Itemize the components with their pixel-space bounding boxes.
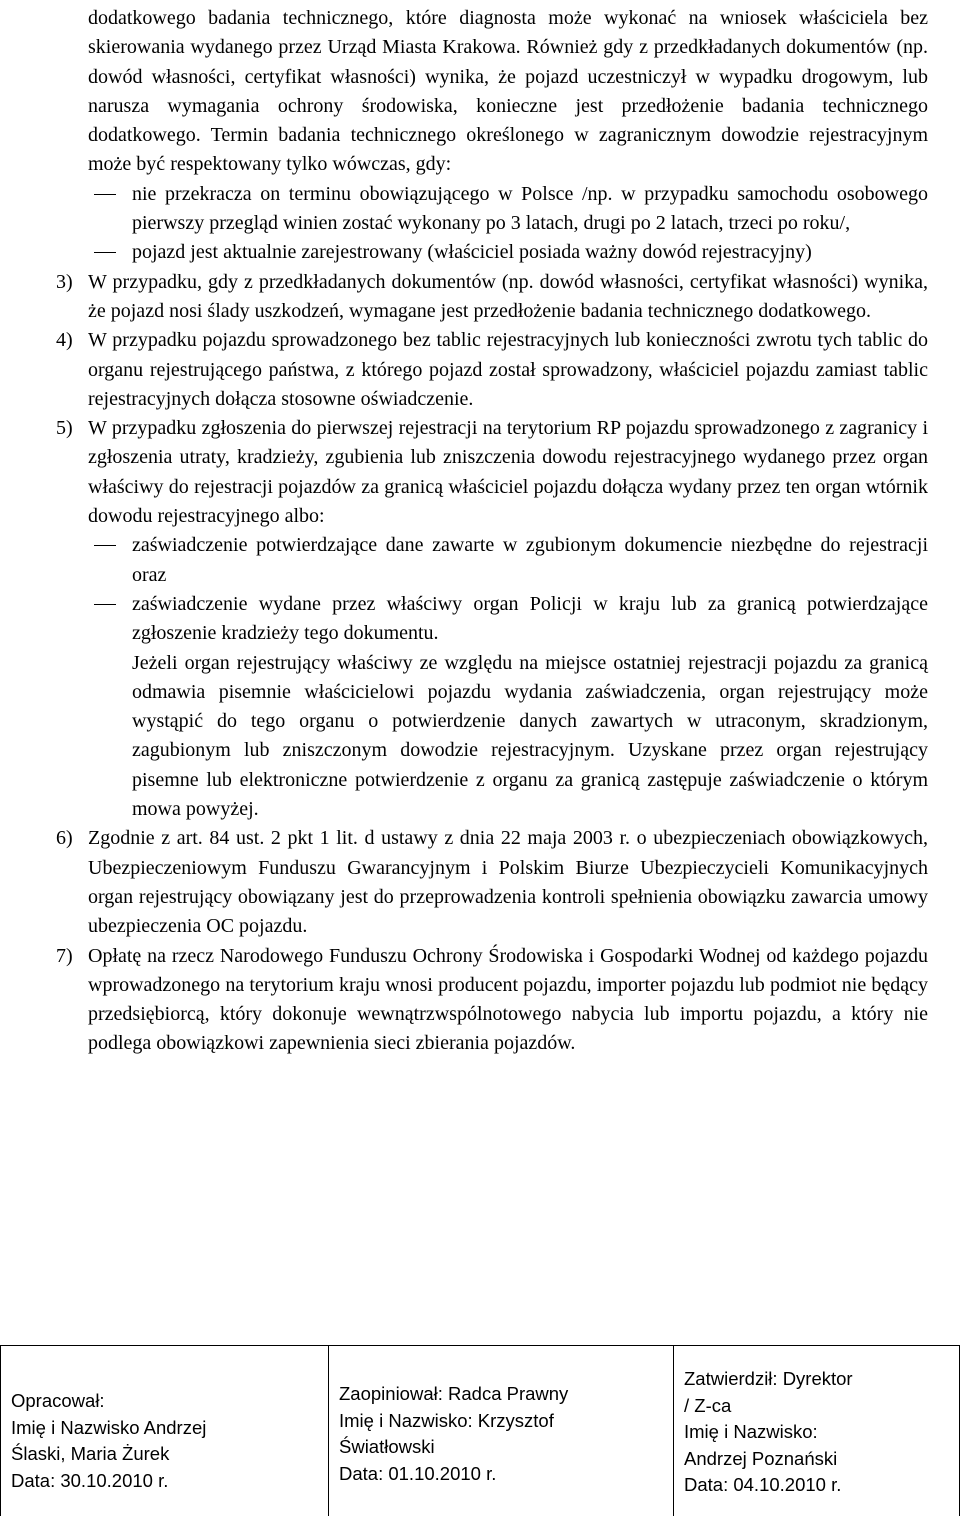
dash-bullet	[94, 545, 116, 546]
item-number: 4)	[56, 329, 73, 352]
reviewed-by-name-cont: Światłowski	[339, 1436, 435, 1457]
approved-by-label: Zatwierdził: Dyrektor	[684, 1368, 853, 1389]
prepared-by-cell	[1, 1346, 329, 1516]
item-number: 5)	[56, 417, 73, 440]
list-item-text: pojazd jest aktualnie zarejestrowany (właściciel posiada ważny dowód rejestracyjny)	[132, 241, 812, 264]
item-text: W przypadku, gdy z przedkładanych dokumentów (np. dowód własności, certyfikat własności) wynika, że pojazd nosi ślady uszkodzeń, wymagane jest przedłożenie badania technicznego dodatkowego.	[88, 270, 928, 322]
list-item	[88, 590, 928, 649]
numbered-item-3	[56, 268, 928, 327]
prepared-by-name-cont: Ślaski, Maria Żurek	[11, 1443, 170, 1464]
numbered-item-5	[56, 414, 928, 531]
approved-by-role: / Z-ca	[684, 1394, 732, 1416]
list-item	[88, 238, 928, 267]
item-text: Opłatę na rzecz Narodowego Funduszu Ochrony Środowiska i Gospodarki Wodnej od każdego pojazdu wprowadzonego na terytorium kraju wnosi producent pojazdu, importer pojazdu lub podmiot nie będący przedsiębiorcą, który dokonuje wewnątrzwspólnotowego nabycia lub importu pojazdu, a który nie podlega obowiązkowi zapewnienia sieci zbierania pojazdów.	[88, 944, 928, 1055]
numbered-item-6	[56, 824, 928, 941]
item-text: W przypadku zgłoszenia do pierwszej rejestracji na terytorium RP pojazdu sprowadzonego z zagranicy i zgłoszenia utraty, kradzieży, zgubienia lub zniszczenia dowodu rejestracyjnego wydanego przez organ właściwy do rejestracji pojazdów za granicą właściciel pojazdu dołącza wydany przez ten organ wtórnik dowodu rejestracyjnego albo:	[88, 417, 928, 528]
prepared-by-name: Imię i Nazwisko Andrzej	[11, 1416, 207, 1438]
reviewed-by-date: Data: 01.10.2010 r.	[339, 1462, 497, 1484]
numbered-item-4	[56, 326, 928, 414]
signature-table	[0, 1345, 960, 1516]
list-item	[88, 531, 928, 590]
item-5-paragraph: Jeżeli organ rejestrujący właściwy ze względu na miejsce ostatniej rejestracji pojazdu za granicą odmawia pisemnie właścicielowi pojazdu wydania zaświadczenia, organ rejestrujący może wystąpić do tego organu o potwierdzenie danych zawartych w utraconym, skradzionym, zagubionym lub zniszczonym dowodzie rejestracyjnym. Uzyskane przez organ rejestrujący pisemne lub elektroniczne potwierdzenie z organu za granicą zastępuje zaświadczenie o którym mowa powyżej.	[132, 651, 928, 821]
list-item-text: nie przekracza on terminu obowiązującego w Polsce /np. w przypadku samochodu osobowego pierwszy przegląd winien zostać wykonany po 3 latach, drugi po 2 latach, trzeci po roku/,	[132, 182, 928, 235]
approved-by-cell	[674, 1346, 959, 1516]
item-number: 6)	[56, 827, 73, 850]
item-text: Zgodnie z art. 84 ust. 2 pkt 1 lit. d ustawy z dnia 22 maja 2003 r. o ubezpieczeniach obowiązkowych, Ubezpieczeniowym Funduszu Gwarancyjnym i Polskim Biurze Ubezpieczycieli Komunikacyjnych organ rejestrujący obowiązany jest do przeprowadzenia kontroli spełnienia obowiązku zawarcia umowy ubezpieczenia OC pojazdu.	[88, 827, 928, 938]
reviewed-by-name: Imię i Nazwisko: Krzysztof	[339, 1409, 554, 1431]
dash-bullet	[94, 604, 116, 605]
list-item	[88, 180, 928, 239]
item-number: 7)	[56, 944, 73, 967]
approved-by-name: Andrzej Poznański	[684, 1447, 838, 1469]
reviewed-by-label: Zaopiniował: Radca Prawny	[339, 1383, 569, 1404]
approved-by-name-label: Imię i Nazwisko:	[684, 1421, 818, 1442]
dash-bullet	[94, 252, 116, 253]
list-item-text: zaświadczenie wydane przez właściwy organ Policji w kraju lub za granicą potwierdzające zgłoszenie kradzieży tego dokumentu.	[132, 592, 928, 645]
intro-paragraph: dodatkowego badania technicznego, które diagnosta może wykonać na wniosek właściciela bez skierowania wydanego przez Urząd Miasta Krakowa. Również gdy z przedkładanych dokumentów (np. dowód własności, certyfikat własności) wynika, że pojazd uczestniczył w wypadku drogowym, lub narusza wymagania ochrony środowiska, konieczne jest przedłożenie badania technicznego dodatkowego. Termin badania technicznego określonego w zagranicznym dowodzie rejestracyjnym może być respektowany tylko wówczas, gdy:	[88, 7, 928, 176]
approved-by-date: Data: 04.10.2010 r.	[684, 1474, 842, 1495]
item-number: 3)	[56, 270, 73, 293]
prepared-by-label: Opracował:	[11, 1390, 105, 1411]
list-item-text: zaświadczenie potwierdzające dane zawarte w zgubionym dokumencie niezbędne do rejestracji oraz	[132, 534, 928, 586]
prepared-by-date: Data: 30.10.2010 r.	[11, 1469, 169, 1491]
item-text: W przypadku pojazdu sprowadzonego bez tablic rejestracyjnych lub konieczności zwrotu tych tablic do organu rejestrującego państwa, z którego pojazd został sprowadzony, właściciel pojazdu zamiast tablic rejestracyjnych dołącza stosowne oświadczenie.	[88, 329, 928, 410]
dash-bullet	[94, 194, 116, 195]
reviewed-by-cell	[329, 1346, 674, 1516]
numbered-item-7	[56, 942, 928, 1059]
document-body	[56, 4, 928, 1059]
